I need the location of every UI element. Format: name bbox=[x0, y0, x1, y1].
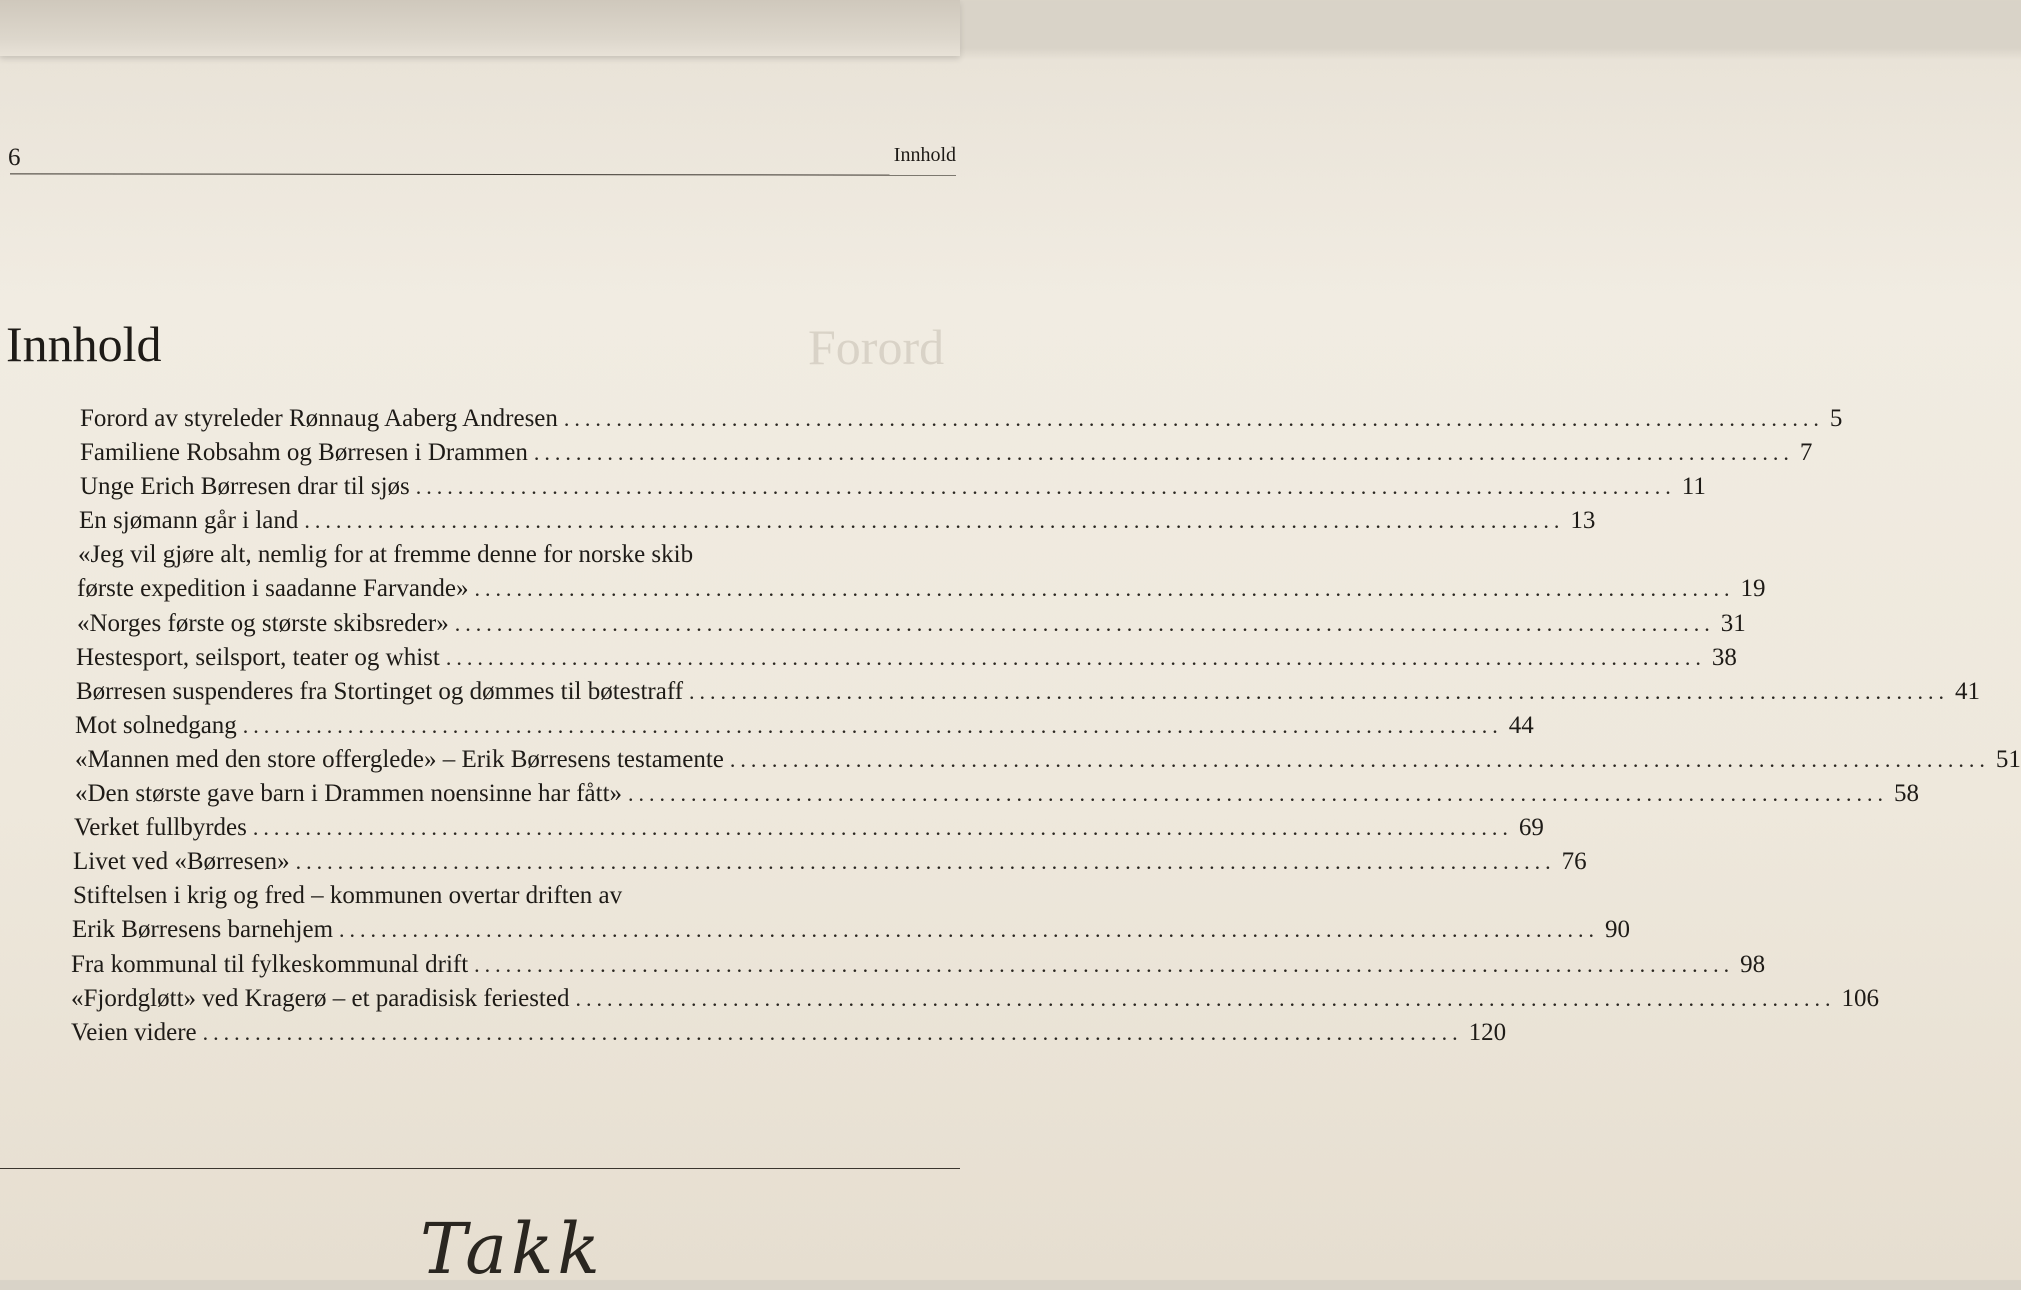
toc-entry bbox=[0, 879, 960, 913]
toc-entry bbox=[0, 538, 960, 572]
toc-entry-title: Stiftelsen i krig og fred – kommunen overtar driften av bbox=[73, 882, 623, 910]
dot-leader: ........................................................................................................................ bbox=[242, 712, 1503, 738]
toc-entry-title: Veien videre bbox=[71, 1018, 197, 1046]
toc-entry bbox=[0, 402, 1843, 436]
toc-entry bbox=[0, 743, 2021, 777]
toc-entry-title: Hestesport, seilsport, teater og whist bbox=[76, 643, 440, 671]
dot-leader: ........................................................................................................................ bbox=[295, 849, 1556, 875]
toc-line bbox=[80, 436, 1813, 470]
toc-line bbox=[71, 1016, 1507, 1050]
toc-line bbox=[73, 879, 910, 913]
bottom-rule bbox=[0, 1168, 960, 1169]
toc-entry bbox=[0, 1016, 1507, 1050]
toc-entry-title: Børresen suspenderes fra Stortinget og dømmes til bøtestraff bbox=[76, 677, 684, 705]
running-title: Innhold bbox=[893, 144, 956, 166]
toc-entry-title: første expedition i saadanne Farvande» bbox=[77, 575, 469, 603]
page-title: Innhold bbox=[6, 316, 162, 372]
dot-leader: ........................................................................................................................ bbox=[689, 678, 1950, 704]
toc-entry-title: En sjømann går i land bbox=[79, 507, 299, 535]
toc-page-number: 41 bbox=[1955, 677, 1981, 705]
toc-page-number: 58 bbox=[1894, 780, 1920, 808]
toc-entry-title: Fra kommunal til fylkeskommunal drift bbox=[71, 950, 469, 978]
toc-entry bbox=[0, 436, 1813, 470]
toc-entry-title: Verket fullbyrdes bbox=[74, 814, 247, 842]
toc-page-number: 31 bbox=[1720, 609, 1746, 637]
toc-page-number: 7 bbox=[1799, 439, 1813, 467]
toc-entry-title: «Den største gave barn i Drammen noensinne har fått» bbox=[75, 780, 623, 808]
toc-page-number: 120 bbox=[1468, 1018, 1507, 1046]
dot-leader: ........................................................................................................................ bbox=[202, 1019, 1463, 1045]
toc-page-number: 106 bbox=[1841, 984, 1879, 1012]
running-header bbox=[0, 140, 960, 180]
toc-entry bbox=[0, 675, 1981, 709]
toc-line bbox=[77, 572, 1766, 606]
toc-page-number: 5 bbox=[1829, 405, 1843, 432]
toc-entry-title: Livet ved «Børresen» bbox=[73, 848, 290, 876]
toc-entry bbox=[0, 572, 1766, 606]
dot-leader: ........................................................................................................................ bbox=[533, 440, 1794, 466]
toc-entry-title: «Jeg vil gjøre alt, nemlig for at fremme denne for norske skib bbox=[78, 541, 694, 569]
toc-line bbox=[75, 709, 1534, 743]
show-through-text: Forord bbox=[808, 319, 945, 375]
toc-page-number: 76 bbox=[1561, 848, 1587, 876]
toc-entry bbox=[0, 913, 1631, 947]
toc-line bbox=[80, 402, 1843, 436]
dot-leader: ........................................................................................................................ bbox=[445, 644, 1706, 670]
toc-line bbox=[71, 948, 1766, 982]
toc-line bbox=[76, 641, 1737, 675]
toc-page-number: 51 bbox=[1995, 745, 2021, 773]
toc-page-number: 69 bbox=[1518, 814, 1544, 842]
toc-entry-title: Erik Børresens barnehjem bbox=[72, 916, 334, 944]
toc-entry-title: Forord av styreleder Rønnaug Aaberg Andresen bbox=[80, 405, 558, 432]
toc-entry bbox=[0, 709, 1534, 743]
dot-leader: ........................................................................................................................ bbox=[252, 815, 1513, 841]
toc-entry bbox=[0, 811, 1544, 845]
toc-entry-title: Unge Erich Børresen drar til sjøs bbox=[80, 473, 410, 501]
dot-leader: ........................................................................................................................ bbox=[628, 781, 1889, 807]
toc-entry bbox=[0, 504, 1596, 538]
toc-entry bbox=[0, 948, 1766, 982]
dot-leader: ........................................................................................................................ bbox=[729, 746, 1990, 772]
toc-page-number: 13 bbox=[1570, 507, 1596, 535]
table-of-contents bbox=[0, 402, 2021, 1050]
toc-line bbox=[76, 675, 1981, 709]
toc-entry-title: «Norges første og største skibsreder» bbox=[77, 609, 449, 637]
toc-line bbox=[80, 470, 1706, 504]
toc-entry bbox=[0, 470, 1706, 504]
toc-line bbox=[73, 845, 1587, 879]
toc-line bbox=[72, 913, 1631, 947]
dot-leader: ........................................................................................................................ bbox=[304, 508, 1565, 534]
toc-line bbox=[75, 743, 2021, 777]
dot-leader: ........................................................................................................................ bbox=[415, 474, 1676, 500]
toc-page-number: 44 bbox=[1508, 711, 1534, 739]
page-fold-shadow bbox=[0, 0, 960, 56]
header-rule bbox=[10, 173, 956, 175]
toc-page-number: 98 bbox=[1740, 950, 1766, 978]
toc-entry-title: Mot solnedgang bbox=[75, 711, 237, 739]
toc-line bbox=[79, 504, 1596, 538]
toc-line bbox=[74, 811, 1544, 845]
toc-entry bbox=[0, 982, 1879, 1016]
dot-leader: ........................................................................................................................ bbox=[563, 406, 1824, 431]
toc-line bbox=[78, 538, 904, 572]
signature-script: Takk bbox=[420, 1208, 604, 1290]
toc-line bbox=[77, 607, 1746, 641]
toc-entry bbox=[0, 641, 1737, 675]
toc-page-number: 38 bbox=[1711, 643, 1737, 671]
toc-line bbox=[71, 982, 1879, 1016]
toc-entry bbox=[0, 607, 1746, 641]
toc-page-number: 19 bbox=[1740, 575, 1766, 603]
dot-leader: ........................................................................................................................ bbox=[339, 917, 1600, 943]
toc-entry-title: «Mannen med den store offerglede» – Erik Børresens testamente bbox=[75, 745, 724, 773]
dot-leader: ........................................................................................................................ bbox=[474, 576, 1735, 602]
toc-entry-title: «Fjordgløtt» ved Kragerø – et paradisisk feriested bbox=[71, 984, 570, 1012]
toc-line bbox=[75, 777, 1920, 811]
toc-page-number: 90 bbox=[1605, 916, 1631, 944]
toc-entry bbox=[0, 777, 1920, 811]
dot-leader: ........................................................................................................................ bbox=[454, 610, 1715, 636]
toc-entry-title: Familiene Robsahm og Børresen i Drammen bbox=[80, 439, 528, 467]
toc-entry bbox=[0, 845, 1587, 879]
dot-leader: ........................................................................................................................ bbox=[474, 951, 1735, 977]
page-number: 6 bbox=[8, 144, 21, 171]
toc-page-number: 11 bbox=[1681, 473, 1706, 501]
dot-leader: ........................................................................................................................ bbox=[575, 985, 1836, 1011]
